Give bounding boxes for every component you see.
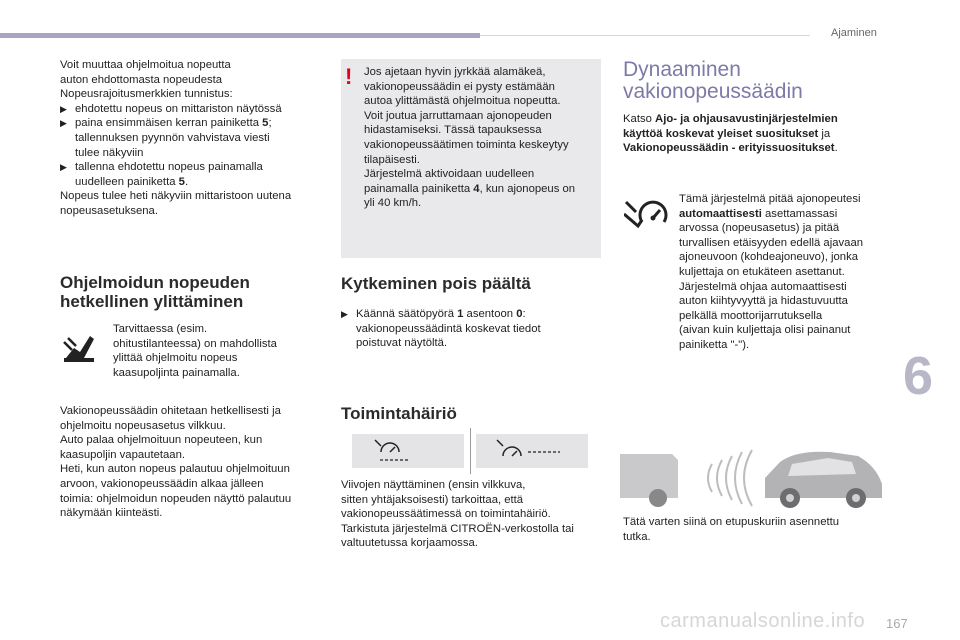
text-span: . xyxy=(834,142,838,155)
list-item: ▶ Käännä säätöpyörä 1 asentoon 0: xyxy=(341,308,526,320)
watermark: carmanualsonline.info xyxy=(660,610,866,632)
text-line: Tarkistuta järjestelmä CITROËN-verkostolla tai xyxy=(341,522,574,535)
wheel-number: 1 xyxy=(457,308,464,320)
text-span: : xyxy=(522,308,526,320)
text-line: Voit muuttaa ohjelmoitua nopeutta xyxy=(60,59,231,71)
speed-change-text xyxy=(60,58,325,219)
text-line: Tämä järjestelmä pitää ajonopeutesi xyxy=(679,193,861,205)
panel-divider xyxy=(470,428,471,474)
text-line: tallennuksen pyynnön vahvistava viesti xyxy=(75,131,270,144)
text-line: Nopeusrajoitusmerkkien tunnistus: xyxy=(60,88,233,101)
text-line: tallenna ehdotettu nopeus painamalla xyxy=(75,161,263,174)
text-line xyxy=(75,116,272,131)
text-line: kuljettaja on etukäteen asettanut. xyxy=(679,265,845,278)
reference-link: Ajo- ja ohjausavustinjärjestelmien xyxy=(655,113,838,125)
text-line xyxy=(623,127,893,142)
text-line: Vakionopeussäädin ohitetaan hetkellisesti ja xyxy=(60,405,281,417)
text-line: arvoon, vakionopeussäädin alkaa jälleen xyxy=(60,477,264,490)
text-line: Heti, kun auton nopeus palautuu ohjelmoituun xyxy=(60,463,290,476)
heading-line: Dynaaminen xyxy=(623,58,741,81)
button-number: 5 xyxy=(178,175,185,188)
text-line: ehdotettu nopeus on mittariston näytössä xyxy=(75,102,282,115)
text-line: arvossa (nopeusasetus) ja pitää xyxy=(679,222,840,235)
text-span: ; xyxy=(268,117,272,130)
text-line: näkymään kiinteästi. xyxy=(60,507,163,520)
warning-text xyxy=(364,65,599,211)
radar-caption xyxy=(623,515,893,544)
car-radar-illustration xyxy=(620,440,890,515)
text-line: turvallisen etäisyyden edellä ajavaan xyxy=(679,236,864,249)
text-line: Viivojen näyttäminen (ensin vilkkuva, xyxy=(341,479,526,491)
heading-line: Ohjelmoidun nopeuden xyxy=(60,273,250,292)
heading-dynamic-cruise-control xyxy=(623,59,803,103)
text-line: vakionopeussäätimen toiminta keskeytyy xyxy=(364,138,569,151)
overspeed-icon-text xyxy=(113,322,313,380)
text-line: valtuutetussa korjaamossa. xyxy=(341,537,478,550)
text-line: Nopeus tulee heti näkyviin mittaristoon uutena xyxy=(60,190,292,203)
text-line: hidastamiseksi. Tässä tapauksessa xyxy=(364,124,542,137)
text-line: ajoneuvoon (kohdeajoneuvo), jonka xyxy=(679,251,859,264)
text-line: Voit joutua jarruttamaan ajonopeuden xyxy=(364,109,552,122)
list-item: ▶ ehdotettu nopeus on mittariston näytössä xyxy=(60,102,282,115)
switch-off-text xyxy=(341,307,601,351)
text-line: kaasupoljin vapautetaan. xyxy=(60,448,185,461)
text-span: . xyxy=(184,175,189,188)
text-line xyxy=(356,307,526,322)
section-title: Ajaminen xyxy=(831,27,877,39)
text-span: painamalla painiketta xyxy=(364,182,474,195)
button-number: 5 xyxy=(262,117,269,130)
text-span: paina ensimmäisen kerran painiketta xyxy=(75,117,263,130)
text-span: asettamassasi xyxy=(761,207,838,220)
text-line: sitten yhtäjaksoisesti) tarkoittaa, että xyxy=(341,493,524,506)
cruise-control-dashes-icon xyxy=(372,438,432,466)
text-line: ohitustilanteessa) on mahdollista xyxy=(113,337,277,350)
heading-malfunction: Toimintahäiriö xyxy=(341,404,457,423)
malfunction-text xyxy=(341,478,606,551)
list-item: ▶ tallenna ehdotettu nopeus painamalla xyxy=(60,161,263,174)
text-line: Tarvittaessa (esim. xyxy=(113,323,208,335)
button-number: 4 xyxy=(473,182,480,195)
text-span: , kun ajonopeus on xyxy=(479,182,576,195)
overspeed-body-text xyxy=(60,404,325,521)
heading-temporary-overspeed xyxy=(60,273,250,311)
text-span: automaattisesti xyxy=(679,207,762,220)
text-line: vakionopeussäätimessä on toimintahäiriö. xyxy=(341,508,551,521)
text-line: poistuvat näytöltä. xyxy=(356,337,448,350)
text-span: asentoon xyxy=(463,308,517,320)
see-also-text xyxy=(623,112,893,156)
reference-link: käyttöä koskevat yleiset suositukset xyxy=(623,127,819,140)
text-span: ja xyxy=(818,127,831,140)
text-line: autoa ylittämästä ohjelmoitua nopeutta. xyxy=(364,95,561,108)
page-number: 167 xyxy=(886,616,908,631)
text-line: auton kiihtyvyyttä ja hidastuvuutta xyxy=(679,295,848,308)
header-divider xyxy=(480,35,810,36)
text-line xyxy=(364,182,599,197)
text-line: Tätä varten siinä on etupuskuriin asennettu xyxy=(623,516,840,528)
text-line: Järjestelmä aktivoidaan uudelleen xyxy=(364,168,535,181)
list-item: ▶ paina ensimmäisen kerran painiketta 5; xyxy=(60,117,272,130)
dynamic-cruise-description xyxy=(679,192,894,353)
cruise-control-dashes-icon xyxy=(494,438,574,466)
cruise-control-speedometer-icon xyxy=(624,194,670,234)
reference-link: Vakionopeussäädin - erityissuositukset xyxy=(623,142,835,155)
text-line: tilapäisesti. xyxy=(364,153,420,166)
text-line: Järjestelmä ohjaa automaattisesti xyxy=(679,280,847,293)
text-line xyxy=(623,141,893,156)
text-line: (aivan kuin kuljettaja olisi painanut xyxy=(679,324,851,337)
text-line: vakionopeussäädintä koskevat tiedot xyxy=(356,322,541,335)
position-number: 0 xyxy=(516,308,523,320)
text-span: uudelleen painiketta xyxy=(75,175,179,188)
warning-exclamation-icon: ! xyxy=(345,64,353,89)
text-line: tulee näkyviin xyxy=(75,146,144,159)
text-line: toimia: ohjelmoidun nopeuden näyttö palautuu xyxy=(60,492,292,505)
text-line: yli 40 km/h. xyxy=(364,197,422,210)
text-line: auton ehdottomasta nopeudesta xyxy=(60,73,223,86)
text-line: Auto palaa ohjelmoituun nopeuteen, kun xyxy=(60,434,263,447)
heading-line: vakionopeussäädin xyxy=(623,80,803,103)
text-line: ylittää ohjelmoitu nopeus xyxy=(113,352,238,365)
text-line: nopeusasetuksena. xyxy=(60,204,158,217)
accelerator-pedal-icon xyxy=(60,328,98,366)
chapter-number: 6 xyxy=(903,346,934,406)
text-line: Jos ajetaan hyvin jyrkkää alamäkeä, xyxy=(364,66,546,78)
text-span: Katso xyxy=(623,113,656,125)
text-line xyxy=(60,175,325,190)
text-line: vakionopeussäädin ei pysty estämään xyxy=(364,80,555,93)
heading-switch-off: Kytkeminen pois päältä xyxy=(341,274,531,293)
heading-line: hetkellinen ylittäminen xyxy=(60,292,244,311)
text-line xyxy=(679,207,894,222)
text-line: pelkällä moottorijarrutuksella xyxy=(679,309,823,322)
text-line: tutka. xyxy=(623,530,651,543)
text-line: kaasupoljinta painamalla. xyxy=(113,366,240,379)
text-span: Käännä säätöpyörä xyxy=(356,308,458,320)
text-line xyxy=(623,112,893,127)
text-line: ohjelmoitu nopeusasetus vilkkuu. xyxy=(60,419,226,432)
text-line: painiketta "-"). xyxy=(679,338,750,351)
header-accent-bar xyxy=(0,33,480,38)
